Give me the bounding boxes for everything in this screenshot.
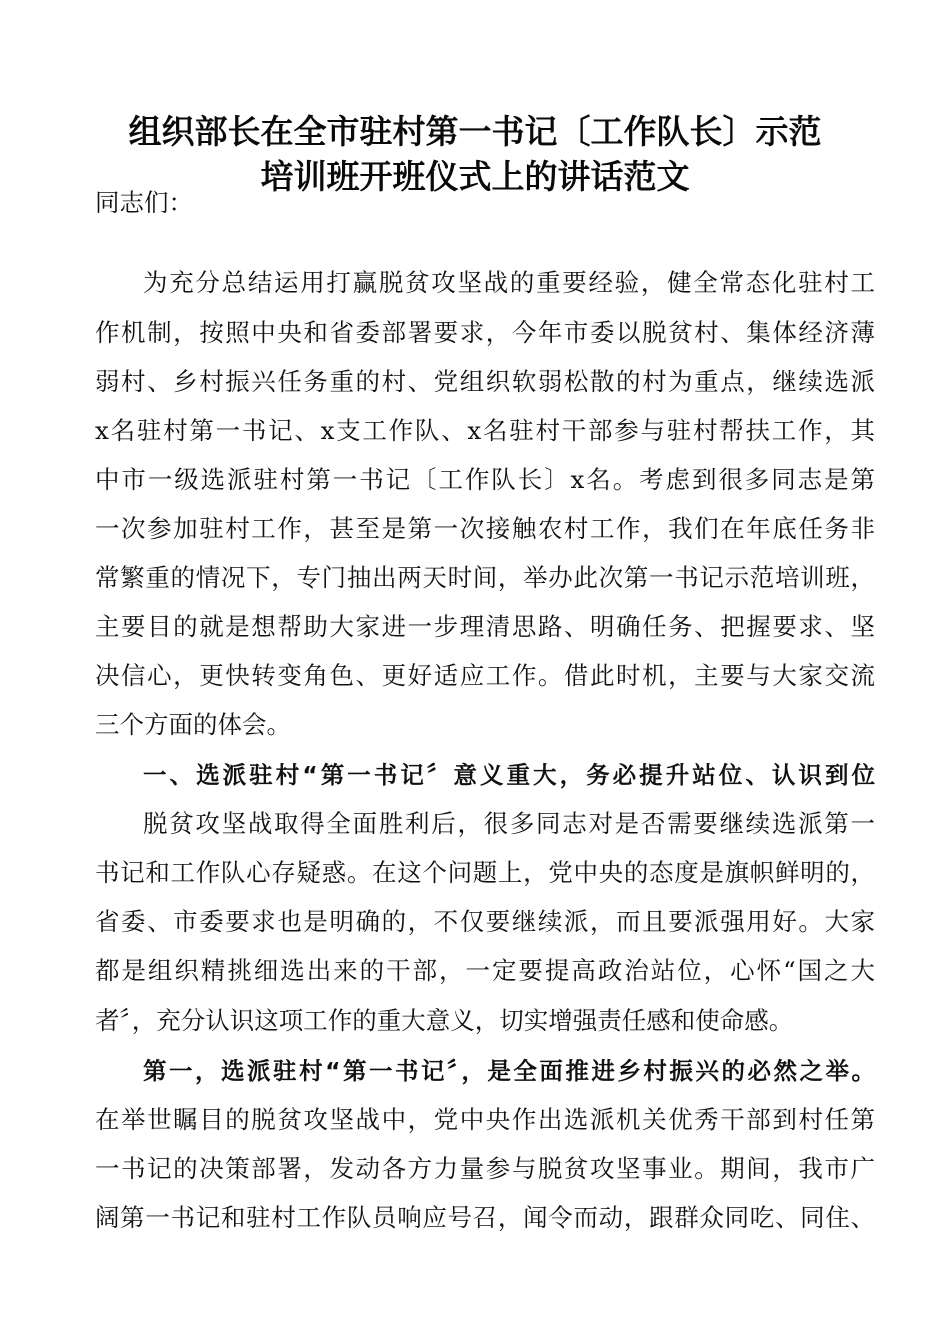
paragraph-line: 都是组织精挑细选出来的干部，一定要提高政治站位，心怀“国之大 (95, 956, 875, 985)
paragraph-line: 一次参加驻村工作，甚至是第一次接触农村工作，我们在年底任务非 (95, 514, 875, 543)
paragraph-line: 省委、市委要求也是明确的，不仅要继续派，而且要派强用好。大家 (95, 907, 875, 936)
section-heading: 一、选派驻村“第一书记〞意义重大，务必提升站位、认识到位 (143, 761, 875, 789)
paragraph-line: 决信心，更快转变角色、更好适应工作。借此时机，主要与大家交流 (95, 661, 875, 690)
paragraph-line: 脱贫攻坚战取得全面胜利后，很多同志对是否需要继续选派第一 (143, 809, 875, 838)
paragraph-line: 三个方面的体会。 (95, 710, 291, 739)
paragraph-line: 常繁重的情况下，专门抽出两天时间，举办此次第一书记示范培训班， (95, 563, 875, 592)
paragraph-line: 阔第一书记和驻村工作队员响应号召，闻令而动，跟群众同吃、同住、 (95, 1203, 875, 1232)
document-title-line-1: 组织部长在全市驻村第一书记〔工作队长〕示范 (128, 112, 822, 151)
paragraph-line: 作机制，按照中央和省委部署要求，今年市委以脱贫村、集体经济薄 (95, 318, 875, 347)
paragraph-line: 主要目的就是想帮助大家进一步理清思路、明确任务、把握要求、坚 (95, 612, 875, 641)
paragraph-line: 一书记的决策部署，发动各方力量参与脱贫攻坚事业。期间，我市广 (95, 1154, 875, 1183)
paragraph-line: x名驻村第一书记、x支工作队、x名驻村干部参与驻村帮扶工作，其 (95, 416, 875, 445)
paragraph-line: 中市一级选派驻村第一书记〔工作队长〕x名。考虑到很多同志是第 (95, 465, 875, 494)
paragraph-line: 书记和工作队心存疑惑。在这个问题上，党中央的态度是旗帜鲜明的， (95, 858, 875, 887)
paragraph-line: 者〞，充分认识这项工作的重大意义，切实增强责任感和使命感。 (95, 1006, 794, 1035)
document-title-line-2: 培训班开班仪式上的讲话范文 (260, 157, 690, 196)
paragraph-line: 弱村、乡村振兴任务重的村、党组织软弱松散的村为重点，继续选派 (95, 367, 875, 396)
subsection-heading: 第一，选派驻村“第一书记〞，是全面推进乡村振兴的必然之举。 (143, 1057, 875, 1085)
paragraph-line: 为充分总结运用打赢脱贫攻坚战的重要经验，健全常态化驻村工 (143, 268, 875, 297)
salutation: 同志们： (95, 188, 193, 217)
paragraph-line: 在举世瞩目的脱贫攻坚战中，党中央作出选派机关优秀干部到村任第 (95, 1105, 875, 1134)
